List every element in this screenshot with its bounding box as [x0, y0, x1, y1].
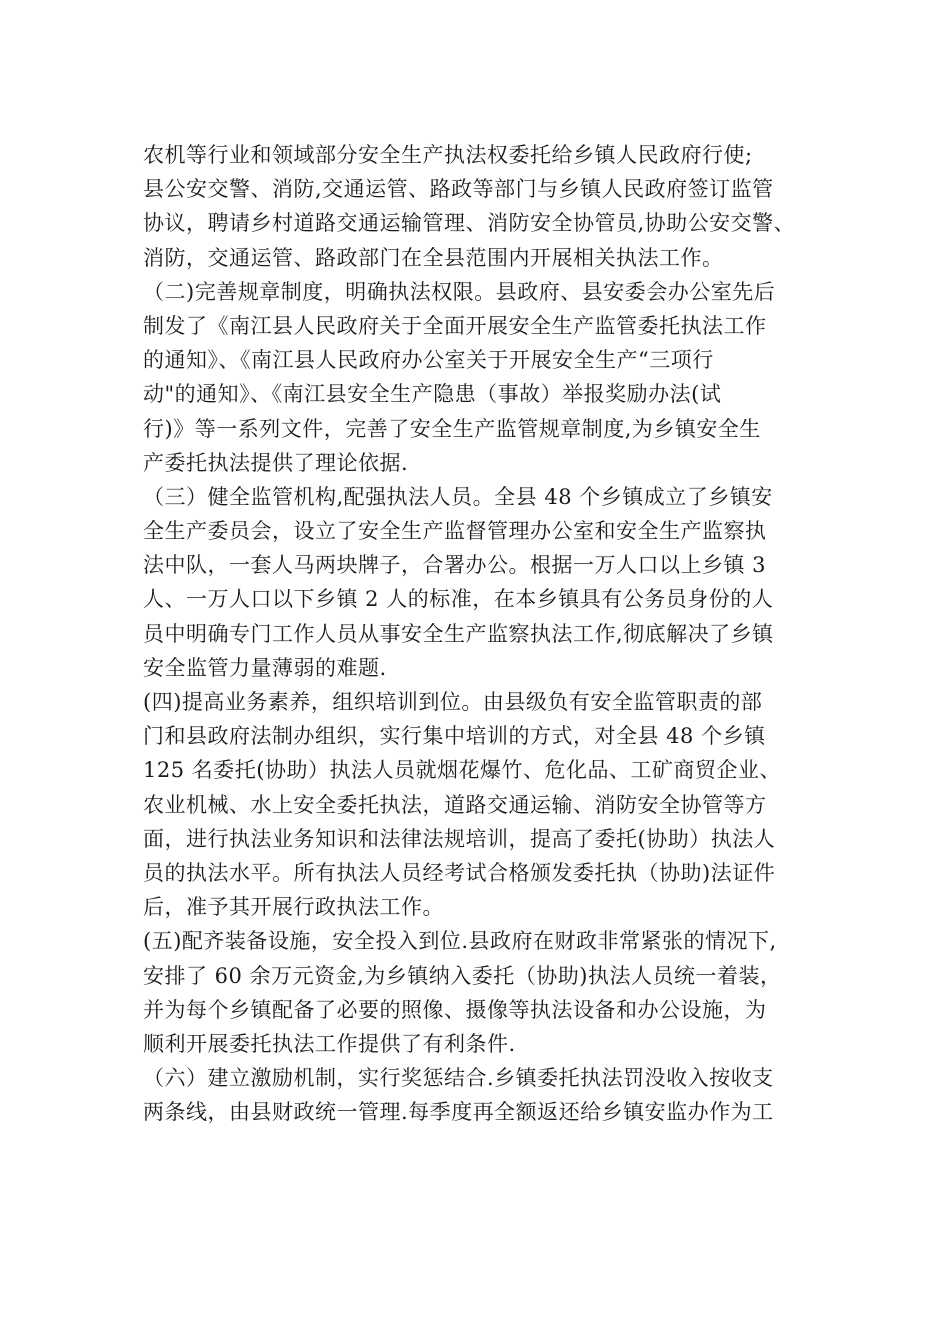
text-line: 农机等行业和领域部分安全生产执法权委托给乡镇人民政府行使;	[143, 143, 753, 167]
section-heading-line: （三）健全监管机构,配强执法人员。全县 48 个乡镇成立了乡镇安	[143, 484, 773, 509]
text-line: 员的执法水平。所有执法人员经考试合格颁发委托执（协助)法证件	[143, 860, 776, 885]
text-line: 动"的通知》、《南江县安全生产隐患（事故）举报奖励办法(试	[143, 382, 722, 407]
text-line: 125 名委托(协助）执法人员就烟花爆竹、危化品、工矿商贸企业、	[143, 758, 781, 783]
text-line: 人、一万人口以下乡镇 2 人的标准，在本乡镇具有公务员身份的人	[143, 587, 774, 612]
text-line: 的通知》、《南江县人民政府办公室关于开展安全生产“三项行	[143, 348, 714, 373]
section-heading-line: （六）建立激励机制，实行奖惩结合.乡镇委托执法罚没收入按收支	[143, 1066, 774, 1091]
text-line: 门和县政府法制办组织，实行集中培训的方式，对全县 48 个乡镇	[143, 724, 766, 749]
text-line: 全生产委员会，设立了安全生产监督管理办公室和安全生产监察执	[143, 519, 767, 544]
text-line: 制发了《南江县人民政府关于全面开展安全生产监管委托执法工作	[143, 313, 767, 338]
section-heading-line: (五)配齐装备设施，安全投入到位.县政府在财政非常紧张的情况下,	[143, 929, 777, 954]
text-line: 后，准予其开展行政执法工作。	[143, 895, 444, 920]
text-line: 安排了 60 余万元资金,为乡镇纳入委托（协助)执法人员统一着装，	[143, 963, 782, 988]
text-line: 消防，交通运管、路政部门在全县范围内开展相关执法工作。	[143, 245, 724, 270]
text-line: 产委托执法提供了理论依据.	[143, 450, 409, 475]
text-line: 并为每个乡镇配备了必要的照像、摄像等执法设备和办公设施，为	[143, 997, 767, 1022]
text-line: 行)》等一系列文件，完善了安全生产监管规章制度,为乡镇安全生	[143, 416, 761, 441]
text-line: 法中队，一套人马两块牌子，合署办公。根据一万人口以上乡镇 3	[143, 553, 767, 578]
text-line: 县公安交警、消防,交通运管、路政等部门与乡镇人民政府签订监管	[143, 177, 774, 202]
text-line: 面，进行执法业务知识和法律法规培训，提高了委托(协助）执法人	[143, 826, 776, 851]
text-line: 协议，聘请乡村道路交通运输管理、消防安全协管员,协助公安交警、	[143, 211, 796, 236]
text-line: 安全监管力量薄弱的难题.	[143, 655, 387, 680]
text-line: 员中明确专门工作人员从事安全生产监察执法工作,彻底解决了乡镇	[143, 621, 774, 646]
text-line: 两条线，由县财政统一管理.每季度再全额返还给乡镇安监办作为工	[143, 1100, 774, 1125]
section-heading-line: (四)提高业务素养，组织培训到位。由县级负有安全监管职责的部	[143, 690, 763, 714]
text-line: 顺利开展委托执法工作提供了有利条件.	[143, 1031, 516, 1056]
text-line: 农业机械、水上安全委托执法，道路交通运输、消防安全协管等方	[143, 792, 767, 817]
document-page	[143, 138, 823, 1129]
section-heading-line: （二)完善规章制度，明确执法权限。县政府、县安委会办公室先后	[143, 279, 776, 304]
